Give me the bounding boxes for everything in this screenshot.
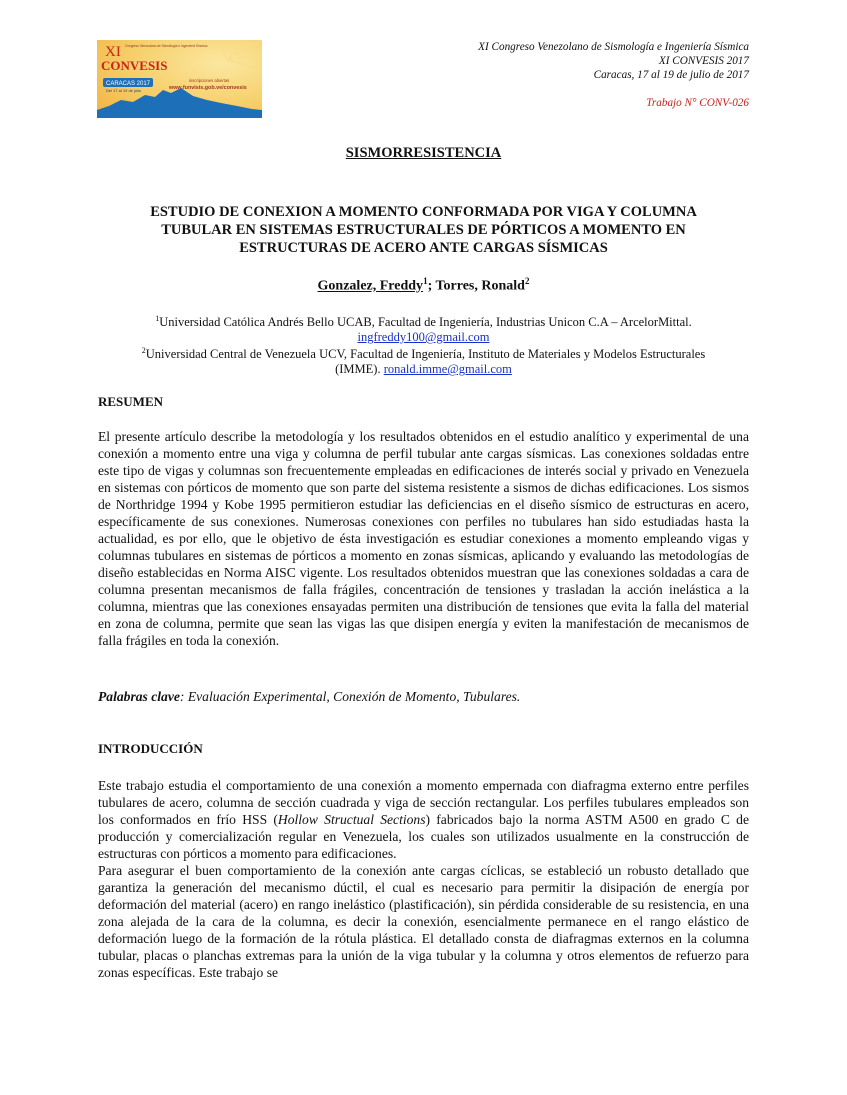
introduccion-body: [98, 777, 749, 981]
conference-location-dates: Caracas, 17 al 19 de julio de 2017: [593, 69, 749, 81]
author-1-email-link[interactable]: ingfreddy100@gmail.com: [357, 330, 490, 345]
affiliation-1: [98, 311, 749, 345]
paper-code: Trabajo N° CONV-026: [646, 97, 749, 109]
author-2-affiliation-mark: 2: [524, 276, 530, 286]
affiliation-2-text: Universidad Central de Venezuela UCV, Facultad de Ingeniería, Instituto de Materiales y Modelos Estructurales: [145, 347, 706, 362]
paper-title-line: TUBULAR EN SISTEMAS ESTRUCTURALES DE PÓRTICOS A MOMENTO EN: [161, 222, 686, 238]
logo-dates-badge: Del 17 al 19 de julio: [106, 88, 142, 93]
authors: [0, 276, 847, 295]
author-1-affiliation-mark: 1: [423, 276, 428, 286]
author-separator: ;: [427, 278, 436, 294]
author-1-name: Gonzalez, Freddy: [317, 278, 424, 294]
keywords-label: Palabras clave: [98, 689, 180, 704]
logo-numeral: XI: [105, 44, 121, 60]
section-title: SISMORRESISTENCIA: [345, 145, 502, 161]
keywords-text: : Evaluación Experimental, Conexión de Momento, Tubulares.: [179, 689, 521, 704]
affiliation-2: [98, 343, 749, 377]
keywords: [98, 689, 520, 705]
author-2-name: Torres, Ronald: [435, 278, 525, 294]
introduccion-paragraph-2: Para asegurar el buen comportamiento de la conexión ante cargas cíclicas, se estableció un robusto detallado que garantiza la generación del mecanismo dúctil, el cual es necesario para permitir la disipación de energía por deformación del material (acero) en rango inelástico (plastificación), sin pérdida considerable de su resistencia, en una zona alejada de la cara de la columna, es decir la conexión, esencialmente permanece en el rango elástico de deformación luego de la formación de la rótula plástica. El detallado consta de diafragmas externos en la columna tubular, placas o planchas extremas para la unión de la viga tubular y la columna y otros elementos de refuerzo para zonas específicas. Este trabajo se: [98, 863, 749, 980]
logo-url: www.funvisis.gob.ve/convesis: [169, 85, 247, 91]
affiliation-1-mark: 1: [155, 314, 160, 323]
affiliation-1-text: Universidad Católica Andrés Bello UCAB, Facultad de Ingeniería, Industrias Unicon C.A – ArcelorMittal.: [159, 315, 692, 330]
affiliation-2-email-prefix: (IMME).: [335, 362, 384, 377]
logo-city-badge: CARACAS 2017: [106, 81, 151, 87]
logo-name: CONVESIS: [101, 58, 168, 73]
hss-term: Hollow Structual Sections: [277, 812, 426, 827]
convesis-logo: [97, 40, 262, 118]
conference-edition: XI CONVESIS 2017: [658, 55, 749, 67]
paper-title-line: ESTRUCTURAS DE ACERO ANTE CARGAS SÍSMICAS: [239, 240, 608, 256]
introduccion-paragraph-1: Este trabajo estudia el comportamiento de una conexión a momento empernada con diafragma externo entre perfiles tubulares de acero, columna de sección cuadrada y viga de sección rectangular. Los perfiles tubulares empleados son los conformados en frío HSS (Hollow Structual Sections) fabricados bajo la norma ASTM A500 en grado C de producción y comercialización regular en Venezuela, los cuales son utilizados usualmente en la construcción de estructuras con pórticos a momento para edificaciones.: [98, 778, 749, 861]
logo-registration: inscripciones abiertas: [189, 78, 230, 83]
resumen-heading: RESUMEN: [98, 394, 164, 409]
author-2-email-link[interactable]: ronald.imme@gmail.com: [383, 362, 512, 377]
introduccion-heading: INTRODUCCIÓN: [98, 741, 203, 756]
resumen-body: El presente artículo describe la metodología y los resultados obtenidos en el estudio analítico y experimental de una conexión a momento entre una viga y columna de perfil tubular ante cargas sísmicas. Las conexiones soldadas entre este tipo de vigas y columnas son frecuentemente empleadas en edificaciones de interés social y privado en Venezuela en sistemas con pórticos de momento que son parte del sistema resistente a sismos de dichas edificaciones. Los sismos de Northridge 1994 y Kobe 1995 permitieron estudiar las deficiencias en el diseño sísmico de estructuras en acero, específicamente de sus conexiones. Numerosas conexiones con perfiles no tubulares han sido estudiadas hasta la actualidad, es por ello, que le objetivo de ésta investigación es estudiar conexiones a momento empleando vigas y columnas tubulares en sistemas de pórticos a momento en zonas sísmicas, aplicando y evaluando las metodologías de diseño establecidas en Norma AISC vigente. Los resultados obtenidos muestran que las conexiones soldadas a cara de columna presentan mecanismos de falla frágiles, concentración de tensiones y trasladan la acción inelástica a la columna, mientras que las conexiones ensayadas permiten una distribución de tensiones que evita la falla del material en zona de columna, permite que sean las vigas las que disipen energía y eviten la manifestación de mecanismos de falla frágiles en toda la conexión.: [98, 429, 749, 648]
affiliation-2-mark: 2: [141, 346, 146, 355]
conference-name: XI Congreso Venezolano de Sismología e Ingeniería Sísmica: [478, 41, 749, 53]
logo-tagline: Congreso Venezolano de Sismología e Ingeniería Sísmica: [125, 44, 208, 48]
paper-title-line: ESTUDIO DE CONEXION A MOMENTO CONFORMADA POR VIGA Y COLUMNA: [150, 204, 697, 220]
paper-title: [100, 203, 747, 257]
